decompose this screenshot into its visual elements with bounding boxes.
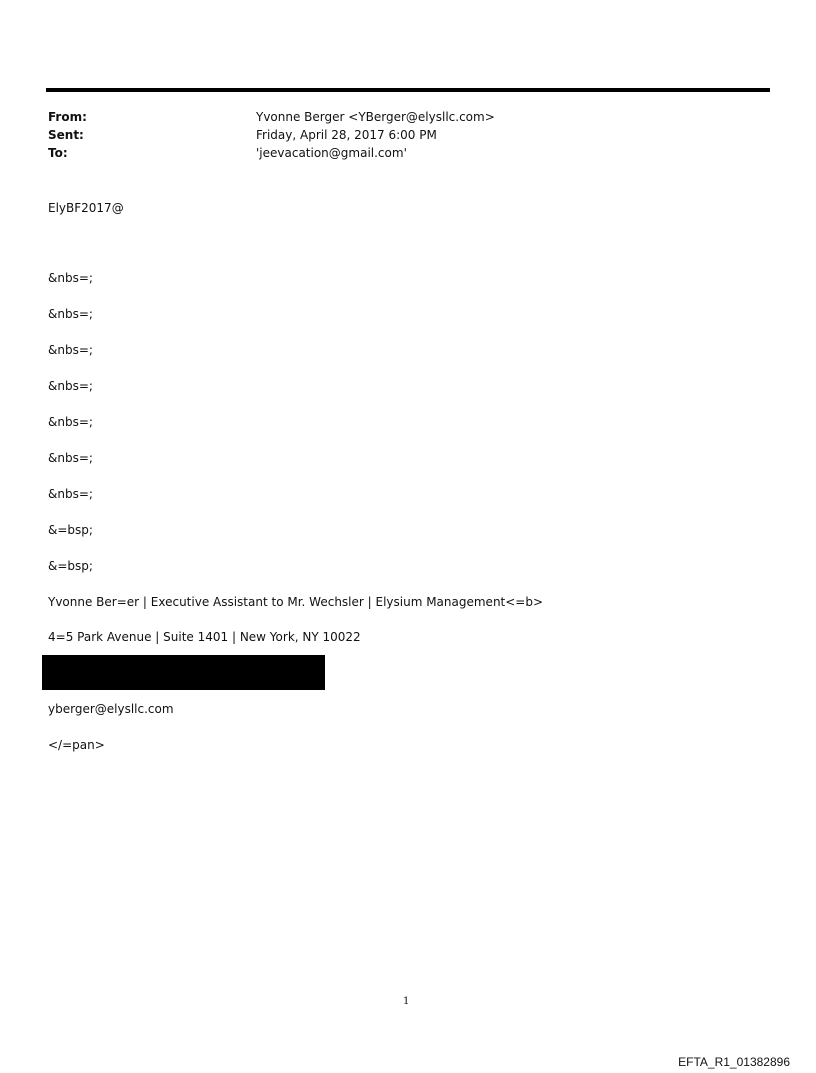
body-line: &nbs=; bbox=[48, 271, 93, 285]
signature-line: Yvonne Ber=er | Executive Assistant to Mr. Wechsler | Elysium Management<=b> bbox=[48, 595, 544, 609]
body-line: &nbs=; bbox=[48, 487, 93, 501]
address-line: 4=5 Park Avenue | Suite 1401 | New York, NY 10022 bbox=[48, 630, 361, 644]
sent-value: Friday, April 28, 2017 6:00 PM bbox=[256, 128, 437, 142]
header-rule bbox=[46, 88, 770, 92]
sent-label: Sent: bbox=[48, 128, 84, 142]
body-line: &nbs=; bbox=[48, 415, 93, 429]
to-label: To: bbox=[48, 146, 68, 160]
bates-number: EFTA_R1_01382896 bbox=[678, 1055, 790, 1069]
body-line: &nbs=; bbox=[48, 307, 93, 321]
email-line: yberger@elysllc.com bbox=[48, 702, 174, 716]
body-line: &nbs=; bbox=[48, 343, 93, 357]
body-line: &nbs=; bbox=[48, 451, 93, 465]
redaction-block bbox=[42, 655, 325, 690]
from-value: Yvonne Berger <YBerger@elysllc.com> bbox=[256, 110, 495, 124]
closing-line: </=pan> bbox=[48, 738, 105, 752]
page-number: 1 bbox=[403, 996, 410, 1007]
body-line: &nbs=; bbox=[48, 379, 93, 393]
body-line: &=bsp; bbox=[48, 523, 93, 537]
body-first-line: ElyBF2017@ bbox=[48, 201, 124, 215]
body-line: &=bsp; bbox=[48, 559, 93, 573]
from-label: From: bbox=[48, 110, 87, 124]
to-value: 'jeevacation@gmail.com' bbox=[256, 146, 407, 160]
